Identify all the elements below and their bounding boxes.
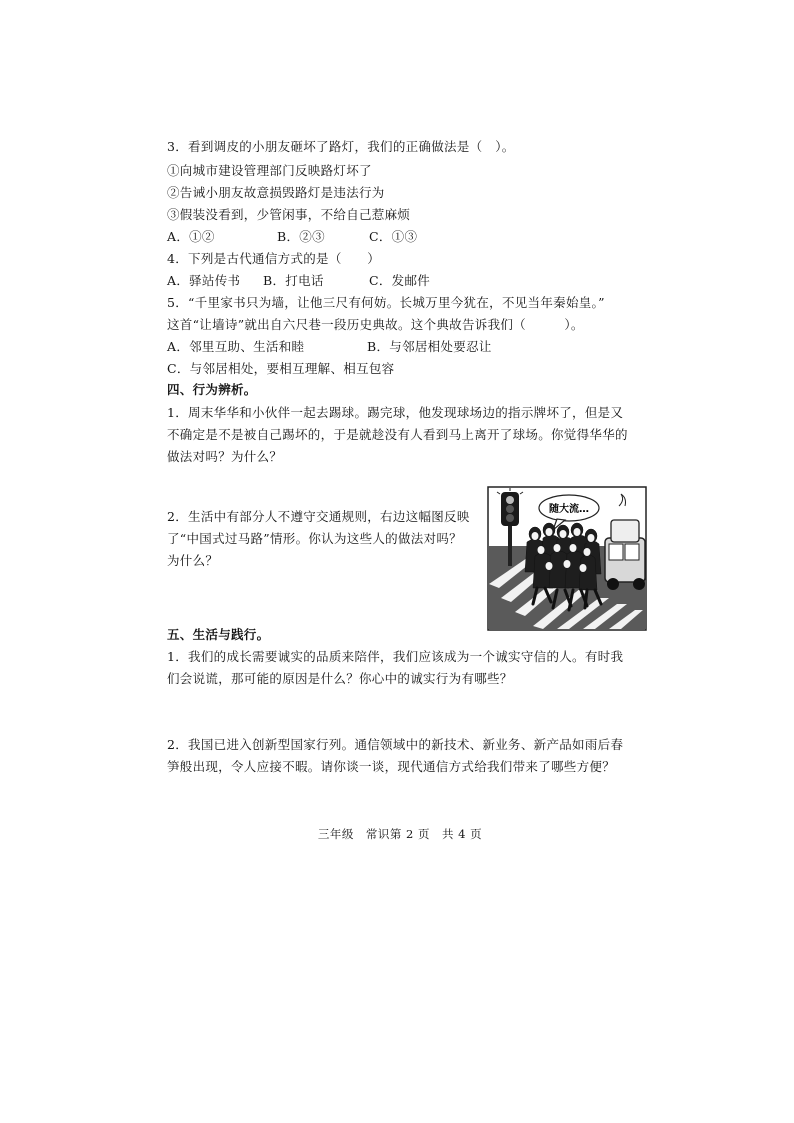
- q3-options: [167, 228, 417, 246]
- s5-q2-line-1: 2．我国已进入创新型国家行列。通信领域中的新技术、新业务、新产品如雨后春: [167, 737, 624, 752]
- s5-q2-line-2: 笋般出现，令人应接不暇。请你谈一谈，现代通信方式给我们带来了哪些方便？: [167, 759, 616, 774]
- q4-option-a: A．驿站传书: [167, 273, 241, 288]
- section-5-title: 五、生活与践行。: [167, 627, 270, 642]
- q3-statement-2: ②告诫小朋友故意损毁路灯是违法行为: [167, 185, 385, 200]
- q3-option-b: B．②③: [277, 229, 325, 244]
- q3-statement-3: ③假装没看到，少管闲事，不给自己惹麻烦: [167, 207, 411, 222]
- q5-option-b: B．与邻居相处要忍让: [367, 339, 492, 354]
- q3-statement-1: ①向城市建设管理部门反映路灯坏了: [167, 163, 372, 178]
- crossing-illustration: [487, 486, 647, 631]
- q4-option-c: C．发邮件: [369, 273, 431, 288]
- q5-line-2: 这首“让墙诗”就出自六尺巷一段历史典故。这个典故告诉我们（ ）。: [167, 317, 584, 332]
- q3-option-c: C．①③: [369, 229, 418, 244]
- s4-q2-line-2: 了“中国式过马路”情形。你认为这些人的做法对吗？: [167, 531, 462, 546]
- q3-stem: 3．看到调皮的小朋友砸坏了路灯，我们的正确做法是（ ）。: [167, 139, 515, 154]
- q5-option-a: A．邻里互助、生活和睦: [167, 339, 305, 354]
- q4-option-b: B．打电话: [263, 273, 324, 288]
- section-4-title: 四、行为辨析。: [167, 382, 257, 397]
- s4-q1-line-1: 1．周末华华和小伙伴一起去踢球。踢完球，他发现球场边的指示牌坏了，但是又: [167, 405, 624, 420]
- bubble-text: 随大流…: [549, 504, 589, 515]
- s4-q2-line-3: 为什么？: [167, 553, 219, 568]
- s5-q1-line-1: 1．我们的成长需要诚实的品质来陪伴，我们应该成为一个诚实守信的人。有时我: [167, 649, 624, 664]
- q4-stem: 4．下列是古代通信方式的是（ ）: [167, 251, 381, 266]
- q5-line-1: 5．“千里家书只为墙，让他三尺有何妨。长城万里今犹在，不见当年秦始皇。”: [167, 295, 605, 310]
- s4-q2-line-1: 2．生活中有部分人不遵守交通规则，右边这幅图反映: [167, 509, 470, 524]
- q5-option-c: C．与邻居相处，要相互理解、相互包容: [167, 361, 395, 376]
- page-footer: 三年级 常识第 2 页 共 4 页: [317, 827, 483, 841]
- q5-options-row-1: [167, 338, 492, 356]
- q3-option-a: A．①②: [167, 229, 215, 244]
- s4-q1-line-2: 不确定是不是被自己踢坏的，于是就趁没有人看到马上离开了球场。你觉得华华的: [167, 427, 628, 442]
- s5-q1-line-2: 们会说谎，那可能的原因是什么？你心中的诚实行为有哪些？: [167, 671, 513, 686]
- s4-q1-line-3: 做法对吗？为什么？: [167, 449, 283, 464]
- q4-options: [167, 272, 430, 290]
